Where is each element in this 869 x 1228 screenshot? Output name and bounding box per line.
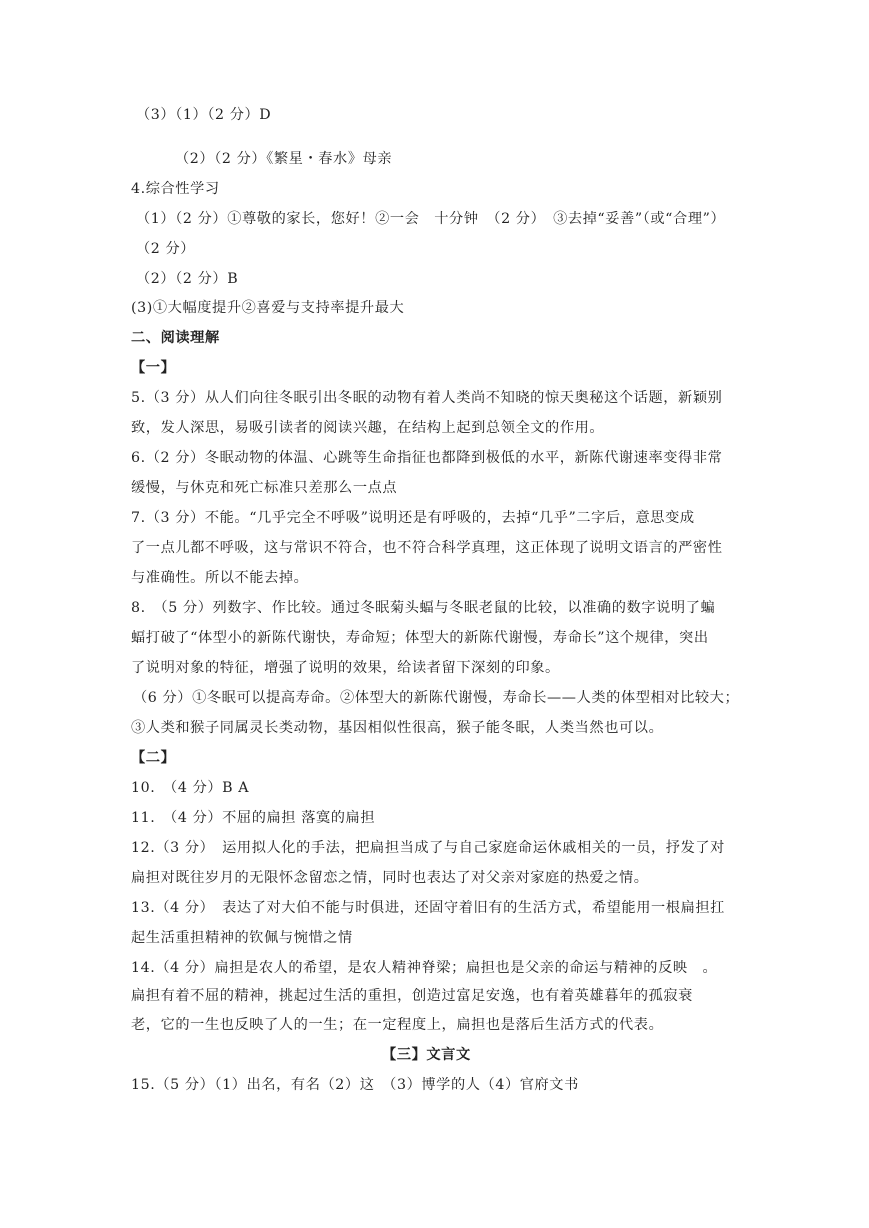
answer-7-line-3: 与准确性。所以不能去掉。 [131, 570, 309, 586]
answer-7-line-1: 7.（3 分）不能。“几乎完全不呼吸”说明还是有呼吸的，去掉“几乎”二字后，意思变成 [131, 510, 695, 526]
answer-12-line-2: 扁担对既往岁月的无限怀念留恋之情，同时也表达了对父亲对家庭的热爱之情。 [131, 870, 649, 886]
subsection-heading-2: 【二】 [131, 750, 176, 766]
answer-10: 10. （4 分）B A [131, 780, 250, 796]
answer-14-line-3: 老，它的一生也反映了人的一生；在一定程度上，扁担也是落后生活方式的代表。 [131, 1017, 664, 1033]
answer-8-line-1: 8. （5 分）列数字、作比较。通过冬眠菊头蝠与冬眠老鼠的比较，以准确的数字说明了蝙 [131, 600, 716, 616]
answer-6-line-1: 6.（2 分）冬眠动物的体温、心跳等生命指征也都降到极低的水平，新陈代谢速率变得非常 [131, 450, 723, 466]
answer-8-line-3: 了说明对象的特征，增强了说明的效果，给读者留下深刻的印象。 [131, 660, 560, 676]
answer-12-line-1: 12.（3 分） 运用拟人化的手法，把扁担当成了与自己家庭命运休戚相关的一员，抒发了对 [131, 840, 725, 856]
answer-line-4-2: （2）（2 分）B [136, 271, 239, 287]
answer-11: 11. （4 分）不屈的扁担 落寞的扁担 [131, 810, 376, 826]
answer-line-4-3: (3)①大幅度提升②喜爱与支持率提升最大 [131, 300, 405, 316]
answer-line-3-2: （2）（2 分）《繁星・春水》母亲 [175, 151, 393, 167]
answer-line-4-1: （1）（2 分）①尊敬的家长，您好！②一会 十分钟 （2 分） ③去掉“妥善”（或“合理”） [136, 211, 726, 227]
answer-15: 15.（5 分）（1）出名，有名（2）这 （3）博学的人（4）官府文书 [131, 1077, 579, 1093]
subsection-heading-1: 【一】 [131, 360, 176, 376]
answer-13-line-1: 13.（4 分） 表达了对大伯不能与时俱进，还固守着旧有的生活方式，希望能用一根扁担扛 [131, 900, 725, 916]
answer-line-4-1-cont: （2 分） [136, 241, 196, 257]
answer-5-line-2: 致，发人深思，易吸引读者的阅读兴趣，在结构上起到总领全文的作用。 [131, 420, 605, 436]
section-heading-reading: 二、阅读理解 [131, 330, 220, 346]
answer-14-line-1: 14.（4 分）扁担是农人的希望，是农人精神脊梁；扁担也是父亲的命运与精神的反映 。 [131, 960, 718, 976]
section-heading-composite-learning: 4.综合性学习 [131, 181, 220, 197]
answer-5-line-1: 5.（3 分）从人们向往冬眠引出冬眠的动物有着人类尚不知晓的惊天奥秘这个话题，新颖别 [131, 390, 723, 406]
answer-8-line-2: 蝠打破了“体型小的新陈代谢快，寿命短；体型大的新陈代谢慢，寿命长”这个规律，突出 [131, 630, 709, 646]
answer-9-line-1: （6 分）①冬眠可以提高寿命。②体型大的新陈代谢慢，寿命长——人类的体型相对比较大； [133, 690, 740, 706]
answer-9-line-2: ③人类和猴子同属灵长类动物，基因相似性很高，猴子能冬眠，人类当然也可以。 [131, 720, 664, 736]
subsection-heading-3-classical-chinese: 【三】文言文 [382, 1047, 471, 1063]
answer-7-line-2: 了一点儿都不呼吸，这与常识不符合，也不符合科学真理，这正体现了说明文语言的严密性 [131, 540, 723, 556]
answer-6-line-2: 缓慢，与休克和死亡标准只差那么一点点 [131, 480, 398, 496]
answer-14-line-2: 扁担有着不屈的精神，挑起过生活的重担，创造过富足安逸，也有着英雄暮年的孤寂衰 [131, 988, 693, 1004]
answer-13-line-2: 起生活重担精神的钦佩与惋惜之情 [131, 930, 353, 946]
answer-line-3-1: （3）（1）（2 分）D [136, 107, 272, 123]
